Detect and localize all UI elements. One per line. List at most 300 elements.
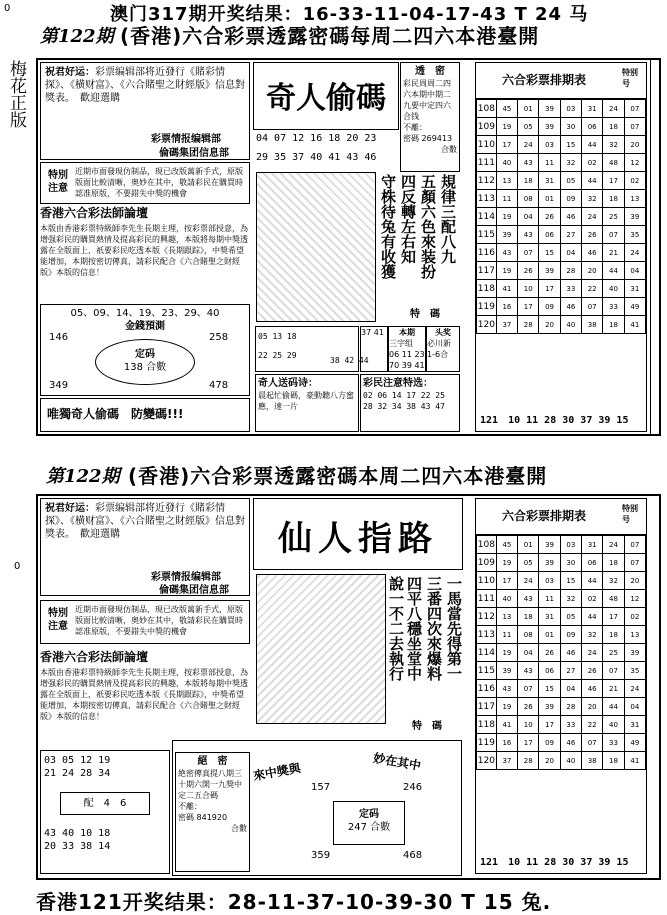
number-cell: 49 — [624, 734, 645, 752]
forum-text: 本版由香港彩票特級師李先生長期主理，按彩票部授意，為增强彩民的購買熱情及提高彩民的興趣，本版將每期中獎透露在全版面上，祇要彩民吃透本版《長期跟踪》，中獎希望能增加，本期按密切傳真，請彩民配合《六合賭聖之財經版》本版的信息！ — [40, 224, 248, 277]
title-numbers — [256, 132, 402, 164]
table-row — [477, 298, 646, 316]
greeting-box — [40, 62, 250, 160]
number-cell: 35 — [624, 226, 645, 244]
number-cell: 12 — [624, 590, 645, 608]
secret-text: 彩民周周二四六本期中期二九要中定四六合钱 — [403, 79, 451, 121]
issue-cell: 111 — [477, 154, 497, 172]
secret-title-2: 絕 密 — [197, 756, 228, 767]
secret-text-2: 絶密傳真提八期三十期六開一九獎中定二五合碼 — [178, 769, 242, 800]
issue-cell: 114 — [477, 208, 497, 226]
number-cell: 07 — [518, 680, 539, 698]
number-cell: 06 — [582, 554, 603, 572]
number-cell: 38 — [582, 752, 603, 770]
grid-row3: 37 41 — [361, 328, 384, 337]
issue-cell: 116 — [477, 244, 497, 262]
schedule-grid — [476, 99, 646, 334]
number-cell: 35 — [624, 662, 645, 680]
number-cell: 38 — [582, 316, 603, 334]
illustration-1 — [256, 172, 376, 322]
number-cell: 19 — [496, 644, 517, 662]
number-cell: 32 — [603, 136, 624, 154]
number-cell: 39 — [539, 554, 560, 572]
number-cell: 44 — [582, 572, 603, 590]
number-cell: 41 — [624, 316, 645, 334]
number-cell: 02 — [582, 154, 603, 172]
number-cell: 24 — [603, 536, 624, 554]
issue-cell: 108 — [477, 536, 497, 554]
number-cell: 43 — [518, 590, 539, 608]
poem-left: 四反轉左右知 — [399, 174, 417, 264]
table-title-2: 六合彩票排期表 — [502, 509, 587, 523]
number-cell: 07 — [624, 554, 645, 572]
numbers-box-2 — [40, 750, 170, 874]
number-cell: 19 — [496, 118, 517, 136]
number-cell: 41 — [496, 716, 517, 734]
number-cell: 18 — [603, 118, 624, 136]
send-title: 奇人送码诗： — [258, 378, 318, 389]
attention-row2: 28 32 34 38 43 47 — [363, 402, 445, 411]
issue-cell: 120 — [477, 752, 497, 770]
table-row — [477, 536, 646, 554]
table-last-2: 121 10 11 28 30 37 39 15 — [480, 857, 629, 868]
issue-cell: 108 — [477, 100, 497, 118]
grid-row2: 22 25 29 — [258, 351, 297, 360]
number-cell: 09 — [560, 190, 581, 208]
greeting-text-2: 彩票编辑部将近發行《賭彩情探》、《横财富》、《六合賭聖之財經版》信息對獎表。 歡迎選購 — [45, 503, 245, 540]
tou-box — [426, 326, 460, 372]
number-cell: 17 — [539, 716, 560, 734]
notice-box-2 — [40, 600, 250, 644]
number-cell: 48 — [603, 590, 624, 608]
secret-box — [400, 62, 460, 172]
number-cell: 39 — [496, 226, 517, 244]
forum-title-2: 香港六合彩法師論壇 — [40, 650, 149, 664]
table-row — [477, 752, 646, 770]
number-cell: 07 — [624, 536, 645, 554]
number-cell: 39 — [539, 698, 560, 716]
number-cell: 07 — [582, 298, 603, 316]
number-cell: 28 — [560, 698, 581, 716]
number-cell: 16 — [496, 298, 517, 316]
number-cell: 07 — [582, 734, 603, 752]
number-cell: 04 — [560, 680, 581, 698]
number-cell: 13 — [624, 190, 645, 208]
issue-cell: 112 — [477, 608, 497, 626]
number-cell: 09 — [539, 298, 560, 316]
number-cell: 15 — [539, 680, 560, 698]
table-row — [477, 572, 646, 590]
table-row — [477, 154, 646, 172]
number-cell: 17 — [539, 280, 560, 298]
number-cell: 04 — [518, 208, 539, 226]
number-cell: 01 — [518, 100, 539, 118]
number-cell: 17 — [518, 734, 539, 752]
number-cell: 10 — [518, 716, 539, 734]
greeting-label: 祝君好运： — [45, 67, 95, 78]
issue-cell: 109 — [477, 118, 497, 136]
issue-cell: 117 — [477, 698, 497, 716]
table-row — [477, 662, 646, 680]
number-cell: 26 — [582, 662, 603, 680]
number-cell: 18 — [603, 554, 624, 572]
number-cell: 31 — [582, 536, 603, 554]
number-cell: 04 — [624, 262, 645, 280]
number-cell: 03 — [539, 136, 560, 154]
number-cell: 39 — [539, 118, 560, 136]
issue-cell: 120 — [477, 316, 497, 334]
group-2: 倫碼集团信息部 — [159, 585, 229, 596]
number-cell: 26 — [539, 644, 560, 662]
table-row — [477, 316, 646, 334]
tou-text: 必川新 1-6合 — [427, 339, 451, 359]
benqi-box — [388, 326, 426, 372]
number-cell: 40 — [496, 154, 517, 172]
number-cell: 39 — [496, 662, 517, 680]
send-box — [255, 374, 359, 432]
table-corner: 特别号 — [622, 68, 638, 88]
number-cell: 18 — [518, 172, 539, 190]
title-numbers-row2: 29 35 37 40 41 43 46 — [256, 152, 377, 163]
number-cell: 15 — [560, 572, 581, 590]
number-cell: 32 — [603, 572, 624, 590]
number-cell: 49 — [624, 298, 645, 316]
table-row — [477, 644, 646, 662]
forum-text-2: 本版由香港彩票特級師李先生長期主理，按彩票部授意，為增强彩民的購買熱情及提高彩民的興趣，本版將每期中獎透露在全版面上，祇要彩民吃透本版《長期跟踪》，中獎希望能增加，本期按密切傳真，請彩民配合《六合賭聖之財經版》本版的信息！ — [40, 668, 248, 721]
number-cell: 05 — [560, 172, 581, 190]
number-cell: 26 — [518, 262, 539, 280]
table-row — [477, 626, 646, 644]
number-cell: 18 — [518, 608, 539, 626]
center-ellipse — [95, 339, 195, 385]
title-numbers-row1: 04 07 12 16 18 20 23 — [256, 133, 377, 144]
number-cell: 28 — [560, 262, 581, 280]
number-cell: 15 — [539, 244, 560, 262]
table-title: 六合彩票排期表 — [502, 73, 587, 87]
number-cell: 02 — [582, 590, 603, 608]
issue-cell: 110 — [477, 572, 497, 590]
number-cell: 41 — [496, 280, 517, 298]
notice-text: 近期市面發現仿制品，現已改版萬新手式，原版版面比較清晰，奥妙在其中，敬請彩民在購買時認准原版，不要錯失中獎的機會 — [75, 167, 243, 198]
table-row — [477, 680, 646, 698]
number-cell: 11 — [496, 190, 517, 208]
editorial: 彩票情报编辑部 — [151, 134, 221, 145]
benqi-label: 本期 — [399, 328, 415, 337]
number-cell: 46 — [560, 734, 581, 752]
banner-left: 來中獎與 — [252, 760, 302, 784]
number-cell: 20 — [624, 136, 645, 154]
number-cell: 18 — [603, 752, 624, 770]
number-cell: 45 — [496, 536, 517, 554]
number-cell: 46 — [582, 244, 603, 262]
number-cell: 22 — [582, 716, 603, 734]
issue-cell: 113 — [477, 626, 497, 644]
attention-row1: 02 06 14 17 22 25 — [363, 391, 445, 400]
number-cell: 01 — [518, 536, 539, 554]
number-cell: 46 — [560, 644, 581, 662]
number-cell: 39 — [624, 208, 645, 226]
number-cell: 21 — [603, 680, 624, 698]
number-cell: 02 — [624, 608, 645, 626]
secret-he-2: 合數 — [231, 824, 247, 833]
table-row — [477, 208, 646, 226]
nums-top2: 21 24 28 34 — [44, 768, 111, 779]
number-cell: 05 — [518, 118, 539, 136]
number-cell: 05 — [560, 608, 581, 626]
secret-code: 密碼 269413 — [403, 134, 453, 143]
number-cell: 17 — [603, 172, 624, 190]
issue-cell: 119 — [477, 298, 497, 316]
tou-label: 头奖 — [435, 328, 451, 337]
number-cell: 30 — [560, 554, 581, 572]
number-cell: 04 — [624, 698, 645, 716]
number-cell: 31 — [624, 716, 645, 734]
center-nums-2: 247 合數 — [347, 822, 391, 833]
side-note: 梅花正版 — [6, 60, 26, 128]
margin-mark: 0 — [4, 3, 11, 14]
title-main-2: 仙人指路 — [278, 519, 438, 559]
number-cell: 31 — [624, 280, 645, 298]
number-cell: 32 — [560, 154, 581, 172]
attention-title: 彩民注意特选： — [363, 378, 433, 389]
secret-code-2: 密碼 841920 — [178, 813, 228, 822]
number-cell: 48 — [603, 154, 624, 172]
number-cell: 43 — [518, 662, 539, 680]
table-row — [477, 734, 646, 752]
issue-cell: 118 — [477, 716, 497, 734]
title-box — [253, 62, 399, 130]
poem-col1: 一馬當先得第一 — [445, 576, 463, 681]
corner-tr-2: 246 — [403, 782, 423, 793]
te-ma: 特 碼 — [410, 309, 440, 320]
grid-row1: 05 13 18 — [258, 332, 297, 341]
nums-bot2: 20 33 38 14 — [44, 841, 111, 852]
number-cell: 46 — [560, 298, 581, 316]
number-cell: 01 — [539, 626, 560, 644]
number-cell: 24 — [518, 136, 539, 154]
issue-cell: 109 — [477, 554, 497, 572]
margin-mark: 0 — [14, 561, 21, 572]
poem-col4: 說一不二去執行 — [387, 576, 405, 681]
table-row — [477, 100, 646, 118]
number-cell: 19 — [496, 208, 517, 226]
te-ma-2: 特 碼 — [412, 721, 442, 732]
table-row — [477, 136, 646, 154]
number-cell: 02 — [624, 172, 645, 190]
table-row — [477, 698, 646, 716]
number-cell: 20 — [582, 698, 603, 716]
number-cell: 37 — [496, 316, 517, 334]
number-cell: 21 — [603, 244, 624, 262]
number-cell: 26 — [582, 226, 603, 244]
number-cell: 03 — [560, 536, 581, 554]
number-cell: 40 — [496, 590, 517, 608]
table-row — [477, 244, 646, 262]
number-cell: 10 — [518, 280, 539, 298]
number-cell: 32 — [582, 626, 603, 644]
number-cell: 46 — [582, 680, 603, 698]
number-cell: 05 — [518, 554, 539, 572]
number-cell: 07 — [603, 662, 624, 680]
number-cell: 25 — [603, 644, 624, 662]
issue-cell: 110 — [477, 136, 497, 154]
number-cell: 31 — [539, 172, 560, 190]
poem-col2: 三番四次來爆料 — [425, 576, 443, 681]
number-cell: 39 — [539, 262, 560, 280]
number-cell: 11 — [539, 154, 560, 172]
number-cell: 32 — [582, 190, 603, 208]
number-cell: 31 — [582, 100, 603, 118]
number-cell: 20 — [582, 262, 603, 280]
greeting-text: 彩票编辑部将近發行《賭彩情探》、《横财富》、《六合賭聖之財經版》信息對獎表。 歡迎選購 — [45, 67, 245, 104]
secret-title: 透 密 — [415, 66, 445, 77]
number-cell: 06 — [582, 118, 603, 136]
poem-left2: 守株待兔有收獲 — [379, 174, 397, 279]
number-cell: 28 — [518, 752, 539, 770]
money-label: 金錢預測 — [125, 321, 165, 332]
editorial-2: 彩票情报编辑部 — [151, 572, 221, 583]
number-cell: 24 — [582, 644, 603, 662]
number-cell: 44 — [603, 262, 624, 280]
number-cell: 20 — [624, 572, 645, 590]
table-last: 121 10 11 28 30 37 39 15 — [480, 415, 629, 426]
number-cell: 24 — [624, 244, 645, 262]
number-cell: 40 — [560, 316, 581, 334]
table-row — [477, 716, 646, 734]
center-title-2: 定码 — [359, 809, 379, 820]
number-cell: 18 — [603, 190, 624, 208]
number-cell: 31 — [539, 608, 560, 626]
number-cell: 07 — [518, 244, 539, 262]
issue-cell: 118 — [477, 280, 497, 298]
number-cell: 03 — [539, 572, 560, 590]
schedule-table-2 — [475, 498, 647, 874]
corner-tl: 146 — [49, 332, 69, 343]
center-diamond — [333, 801, 405, 845]
number-cell: 39 — [539, 536, 560, 554]
issue-label: 第122期 — [40, 26, 114, 47]
number-cell: 41 — [624, 752, 645, 770]
benqi-text: 三字组 06 11 23 70 39 41 — [389, 339, 425, 370]
number-cell: 44 — [582, 172, 603, 190]
number-cell: 19 — [496, 554, 517, 572]
corner-br: 478 — [209, 380, 229, 391]
number-cell: 17 — [518, 298, 539, 316]
issue-cell: 112 — [477, 172, 497, 190]
table-row — [477, 262, 646, 280]
number-cell: 13 — [624, 626, 645, 644]
number-cell: 12 — [624, 154, 645, 172]
number-cell: 43 — [518, 226, 539, 244]
number-cell: 44 — [603, 698, 624, 716]
greeting-box-2 — [40, 498, 250, 596]
greeting-label-2: 祝君好运： — [45, 503, 95, 514]
corner-tl-2: 157 — [311, 782, 331, 793]
number-cell: 33 — [603, 298, 624, 316]
number-cell: 19 — [496, 262, 517, 280]
number-cell: 43 — [518, 154, 539, 172]
number-cell: 43 — [496, 680, 517, 698]
notice-badge-2: 特別注意 — [48, 608, 68, 632]
grid-row4: 38 42 44 — [330, 356, 369, 365]
number-cell: 25 — [603, 208, 624, 226]
number-cell: 39 — [624, 644, 645, 662]
number-cell: 01 — [539, 190, 560, 208]
table-row — [477, 190, 646, 208]
box-numbers: 05、09、14、19、23、29、40 — [70, 308, 220, 319]
number-cell: 24 — [518, 572, 539, 590]
table-row — [477, 172, 646, 190]
number-cell: 37 — [496, 752, 517, 770]
number-cell: 26 — [518, 698, 539, 716]
number-cell: 33 — [560, 280, 581, 298]
table-row — [477, 226, 646, 244]
number-cell: 22 — [582, 280, 603, 298]
number-cell: 46 — [560, 208, 581, 226]
forum-box — [40, 206, 250, 302]
number-cell: 18 — [603, 626, 624, 644]
number-cell: 40 — [603, 716, 624, 734]
group: 倫碼集团信息部 — [159, 148, 229, 159]
table-row — [477, 608, 646, 626]
send-text: 晨起忙偷碼，豪動聽八方蜜應，速一片 — [258, 391, 354, 411]
number-cell: 15 — [560, 136, 581, 154]
issue-cell: 113 — [477, 190, 497, 208]
corner-tr: 258 — [209, 332, 229, 343]
issue-cell: 115 — [477, 662, 497, 680]
number-cell: 33 — [603, 734, 624, 752]
forum-box-2 — [40, 650, 250, 746]
center-title: 定码 — [135, 349, 155, 360]
corner-bl-2: 359 — [311, 850, 331, 861]
nums-bot1: 43 40 10 18 — [44, 828, 111, 839]
title-box-2 — [253, 498, 463, 570]
number-cell: 28 — [518, 316, 539, 334]
number-cell: 17 — [496, 136, 517, 154]
issue-cell: 116 — [477, 680, 497, 698]
table-row — [477, 554, 646, 572]
secret-label-2: 不離： — [178, 802, 202, 811]
nums-top1: 03 05 12 19 — [44, 755, 111, 766]
prediction-box — [40, 304, 250, 396]
number-cell: 24 — [582, 208, 603, 226]
number-cell: 44 — [582, 608, 603, 626]
number-cell: 13 — [496, 172, 517, 190]
poem-right: 規律三配八九 — [439, 174, 457, 264]
number-cell: 24 — [603, 100, 624, 118]
number-cell: 20 — [539, 316, 560, 334]
section2-headline: (香港)六合彩票透露密碼本周二四六本港臺開 — [128, 464, 548, 488]
poem-col3: 四平八穩坐堂中 — [405, 576, 423, 681]
number-cell: 11 — [496, 626, 517, 644]
issue-label-2: 第122期 — [46, 466, 120, 487]
issue-cell: 119 — [477, 734, 497, 752]
poem-right2: 五顏六色來装扮 — [419, 174, 437, 279]
issue-cell: 117 — [477, 262, 497, 280]
number-cell: 09 — [539, 734, 560, 752]
secret-he: 合數 — [441, 145, 457, 154]
number-cell: 26 — [539, 208, 560, 226]
top-draw-banner: 澳门317期开奖结果：16-33-11-04-17-43 T 24 马 — [110, 4, 589, 25]
illustration-2 — [256, 574, 386, 724]
title-main: 奇人偷碼 — [266, 81, 386, 116]
number-cell: 07 — [624, 118, 645, 136]
number-cell: 40 — [560, 752, 581, 770]
corner-bl: 349 — [49, 380, 69, 391]
number-cell: 24 — [624, 680, 645, 698]
number-cell: 30 — [560, 118, 581, 136]
right-edge — [650, 60, 661, 436]
